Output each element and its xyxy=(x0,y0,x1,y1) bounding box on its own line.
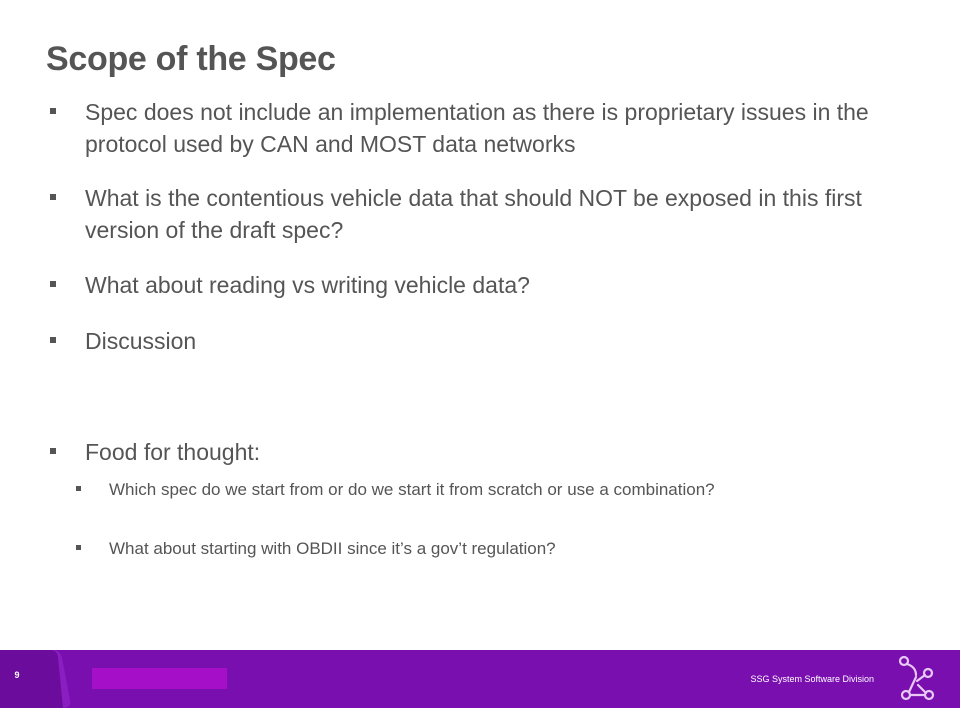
square-bullet-icon xyxy=(50,108,56,114)
footer-placeholder-box xyxy=(92,668,227,689)
sub-bullet-item xyxy=(76,536,836,561)
square-bullet-icon xyxy=(76,545,81,550)
bullet-item xyxy=(50,96,940,160)
sub-bullet-item xyxy=(76,477,836,502)
square-bullet-icon xyxy=(50,281,56,287)
sub-bullet-text: What about starting with OBDII since it’s a gov’t regulation? xyxy=(109,539,556,558)
molecule-network-icon xyxy=(896,655,936,703)
bullet-text: Food for thought: xyxy=(85,439,261,465)
bullet-text: What about reading vs writing vehicle data? xyxy=(85,272,530,298)
square-bullet-icon xyxy=(50,448,56,454)
bullet-item xyxy=(50,182,940,246)
sub-bullet-text: Which spec do we start from or do we start it from scratch or use a combination? xyxy=(109,480,715,499)
bullet-item xyxy=(50,269,940,301)
bullet-item xyxy=(50,325,940,357)
square-bullet-icon xyxy=(76,486,81,491)
bullet-text: Discussion xyxy=(85,328,197,354)
division-label: SSG System Software Division xyxy=(750,674,874,684)
page-number: 9 xyxy=(14,670,20,680)
bullet-text: What is the contentious vehicle data that should NOT be exposed in this first version of the draft spec? xyxy=(85,185,862,243)
bullet-item xyxy=(50,436,940,468)
slide-title: Scope of the Spec xyxy=(46,40,336,78)
bullet-text: Spec does not include an implementation as there is proprietary issues in the protocol used by CAN and MOST data networks xyxy=(85,99,869,157)
square-bullet-icon xyxy=(50,194,56,200)
square-bullet-icon xyxy=(50,337,56,343)
